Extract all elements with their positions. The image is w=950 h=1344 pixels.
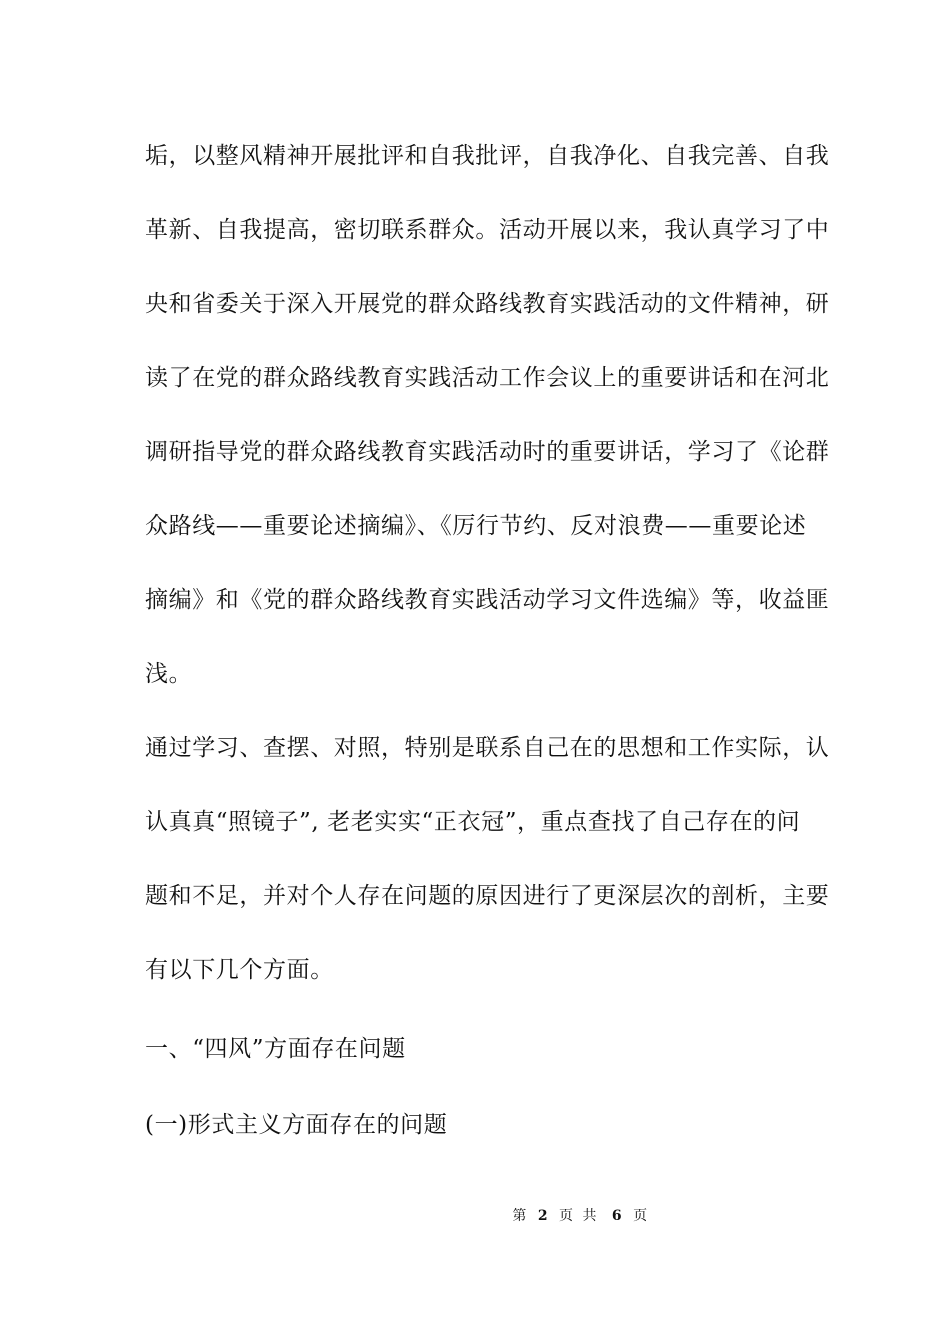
paragraph-line: 众路线——重要论述摘编》、《厉行节约、反对浪费——重要论述 — [145, 513, 807, 539]
paragraph-line: 题和不足，并对个人存在问题的原因进行了更深层次的剖析，主要 — [145, 883, 830, 909]
paragraph-line: 有以下几个方面。 — [145, 957, 334, 983]
footer-label-page: 第 — [512, 1208, 527, 1224]
page-footer — [0, 1207, 950, 1225]
paragraph-line: 读了在党的群众路线教育实践活动工作会议上的重要讲话和在河北 — [145, 365, 830, 391]
subsection-heading: (一)形式主义方面存在的问题 — [145, 1112, 448, 1138]
paragraph-line: 央和省委关于深入开展党的群众路线教育实践活动的文件精神，研 — [145, 291, 830, 317]
paragraph-line: 通过学习、查摆、对照，特别是联系自己在的思想和工作实际，认 — [145, 735, 830, 761]
section-heading: 一、“四风”方面存在问题 — [145, 1036, 406, 1062]
footer-label-total-unit: 页 — [633, 1208, 648, 1224]
footer-current-page: 2 — [537, 1208, 549, 1224]
paragraph-line: 摘编》和《党的群众路线教育实践活动学习文件选编》等，收益匪 — [145, 587, 830, 613]
paragraph-line: 浅。 — [145, 661, 193, 687]
footer-label-total: 共 — [582, 1208, 597, 1224]
footer-total-pages: 6 — [611, 1208, 623, 1224]
paragraph-line: 垢，以整风精神开展批评和自我批评，自我净化、自我完善、自我 — [145, 143, 830, 169]
paragraph-line: 调研指导党的群众路线教育实践活动时的重要讲话，学习了《论群 — [145, 439, 830, 465]
paragraph-line: 革新、自我提高，密切联系群众。活动开展以来，我认真学习了中 — [145, 217, 830, 243]
footer-label-page-unit: 页 — [559, 1208, 574, 1224]
paragraph-line: 认真真“照镜子”, 老老实实“正衣冠”，重点查找了自己存在的问 — [145, 809, 801, 835]
